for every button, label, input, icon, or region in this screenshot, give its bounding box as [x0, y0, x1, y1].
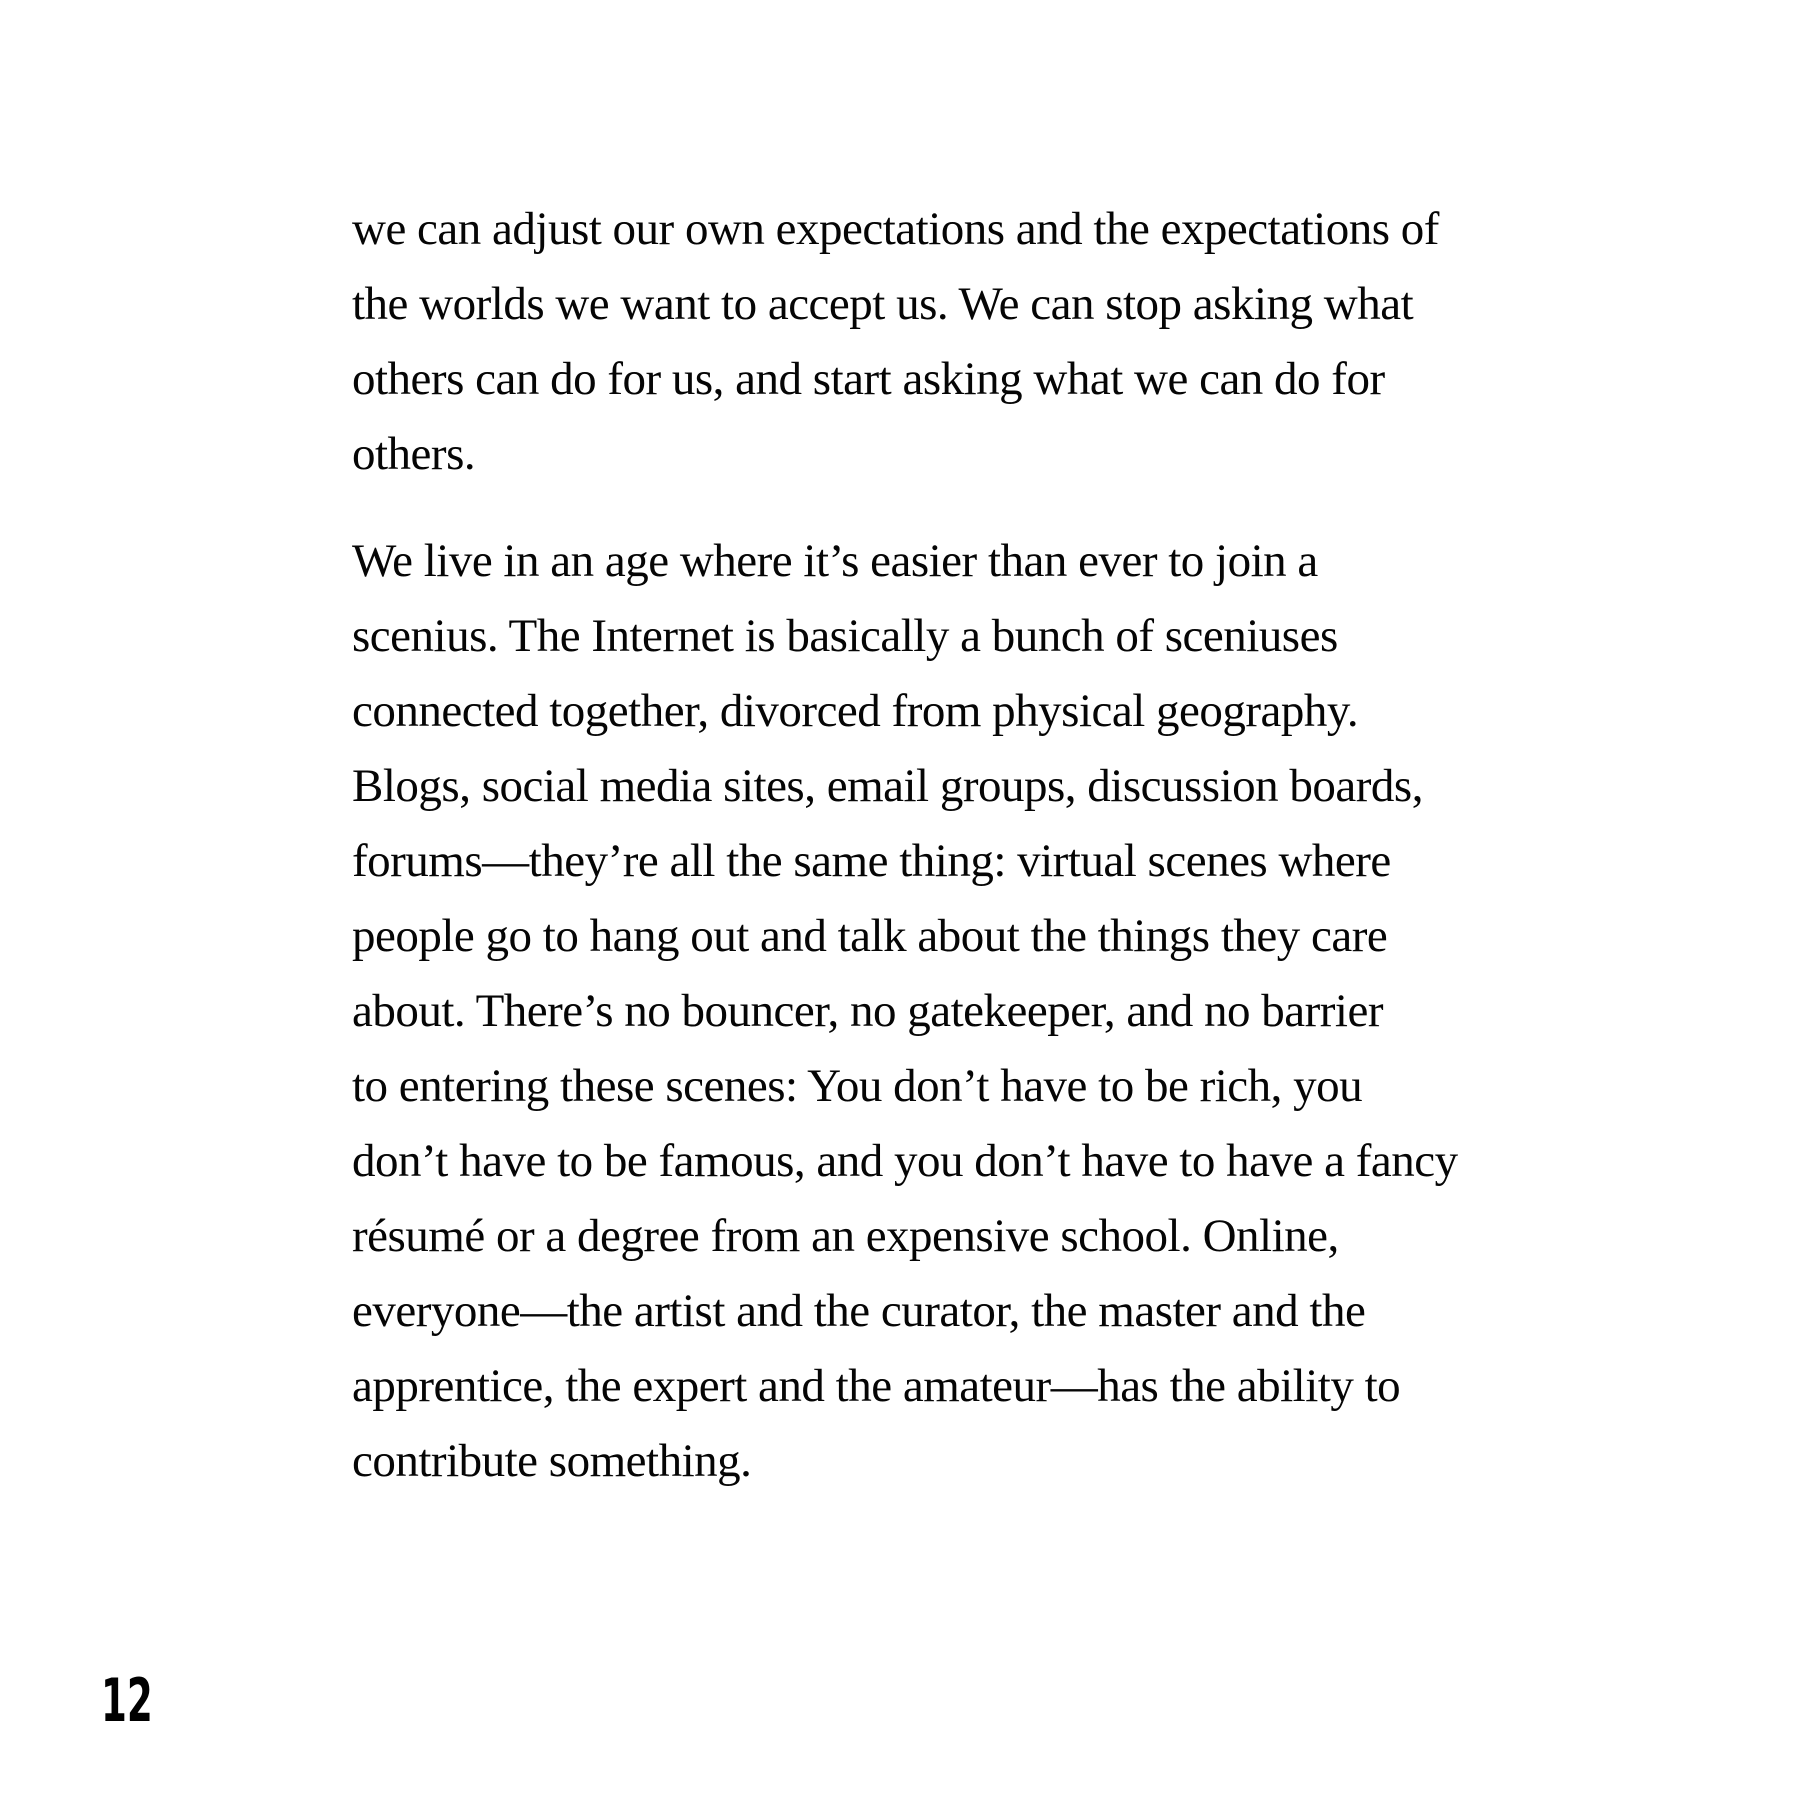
paragraph-2 [352, 524, 1552, 1499]
text-line: résumé or a degree from an expensive school. Online, [352, 1210, 1339, 1262]
text-line: to entering these scenes: You don’t have to be rich, you [352, 1060, 1363, 1112]
text-line: the worlds we want to accept us. We can stop asking what [352, 278, 1414, 330]
page-body [352, 192, 1552, 1531]
text-line: about. There’s no bouncer, no gatekeeper, and no barrier [352, 985, 1383, 1037]
text-line: Blogs, social media sites, email groups, discussion boards, [352, 760, 1423, 812]
text-line: We live in an age where it’s easier than ever to join a [352, 535, 1318, 587]
text-line: connected together, divorced from physical geography. [352, 685, 1359, 737]
paragraph-1 [352, 192, 1552, 492]
text-line: apprentice, the expert and the amateur—has the ability to [352, 1360, 1401, 1412]
text-line: contribute something. [352, 1435, 752, 1487]
text-line: others can do for us, and start asking what we can do for [352, 353, 1385, 405]
text-line: don’t have to be famous, and you don’t have to have a fancy [352, 1135, 1458, 1187]
text-line: others. [352, 428, 476, 480]
text-line: everyone—the artist and the curator, the master and the [352, 1285, 1366, 1337]
text-line: scenius. The Internet is basically a bunch of sceniuses [352, 610, 1338, 662]
text-line: people go to hang out and talk about the things they care [352, 910, 1388, 962]
page-number: 12 [101, 1666, 153, 1736]
text-line: forums—they’re all the same thing: virtual scenes where [352, 835, 1391, 887]
text-line: we can adjust our own expectations and the expectations of [352, 203, 1439, 255]
